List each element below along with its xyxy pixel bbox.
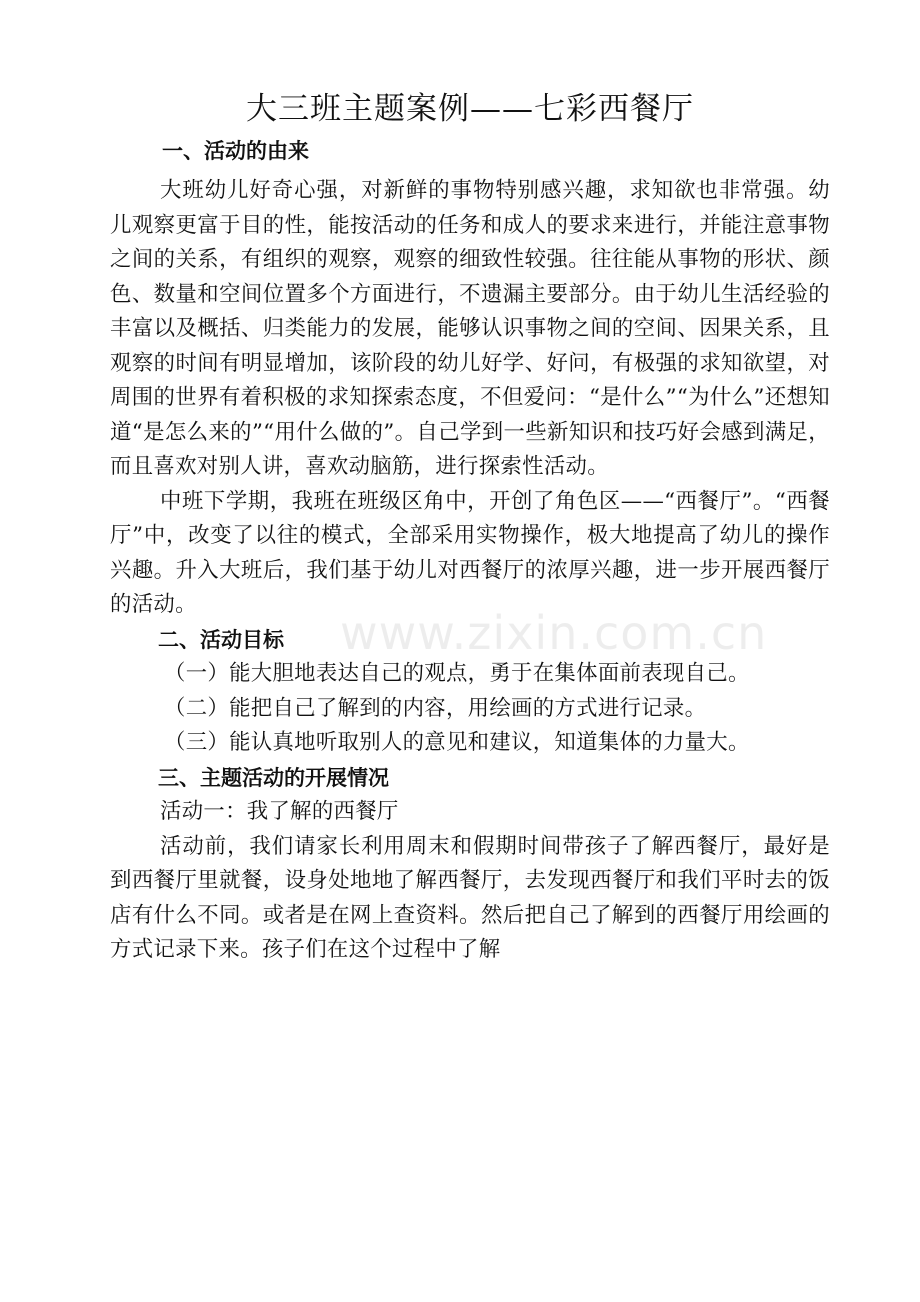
document-title: 大三班主题案例——七彩西餐厅 — [246, 91, 694, 127]
paragraph-origin-2: 中班下学期，我班在班级区角中，开创了角色区——“西餐厅”。“西餐厅”中，改变了以往的模式，全部采用实物操作，极大地提高了幼儿的操作兴趣。升入大班后，我们基于幼儿对西餐厅的浓厚兴趣，进一步开展西餐厅的活动。 — [110, 488, 830, 617]
goal-item-2: （二）能把自己了解到的内容，用绘画的方式进行记录。 — [164, 695, 707, 721]
section-heading-activities: 三、主题活动的开展情况 — [158, 765, 389, 790]
document-page — [110, 86, 830, 968]
paragraph-origin-1: 大班幼儿好奇心强，对新鲜的事物特别感兴趣，求知欲也非常强。幼儿观察更富于目的性，能按活动的任务和成人的要求来进行，并能注意事物之间的关系，有组织的观察，观察的细致性较强。往往能从事物的形状、颜色、数量和空间位置多个方面进行，不遗漏主要部分。由于幼儿生活经验的丰富以及概括、归类能力的发展，能够认识事物之间的空间、因果关系，且观察的时间有明显增加，该阶段的幼儿好学、好问，有极强的求知欲望，对周围的世界有着积极的求知探索态度，不但爱问：“是什么”“为什么”还想知道“是怎么来的”“用什么做的”。自己学到一些新知识和技巧好会感到满足，而且喜欢对别人讲，喜欢动脑筋，进行探索性活动。 — [110, 178, 830, 479]
section-heading-origin: 一、活动的由来 — [162, 139, 309, 163]
section-heading-goals: 二、活动目标 — [158, 627, 284, 652]
goal-item-3: （三）能认真地听取别人的意见和建议，知道集体的力量大。 — [164, 730, 750, 755]
paragraph-activity-1: 活动前，我们请家长利用周末和假期时间带孩子了解西餐厅，最好是到西餐厅里就餐，设身处地地了解西餐厅，去发现西餐厅和我们平时去的饭店有什么不同。或者是在网上查资料。然后把自己了解到的西餐厅用绘画的方式记录下来。孩子们在这个过程中了解 — [110, 833, 830, 962]
watermark: www.zixin.com.cn — [340, 606, 768, 660]
activity-title: 活动一：我了解的西餐厅 — [160, 799, 399, 824]
goal-item-1: （一）能大胆地表达自己的观点，勇于在集体面前表现自己。 — [164, 661, 750, 686]
